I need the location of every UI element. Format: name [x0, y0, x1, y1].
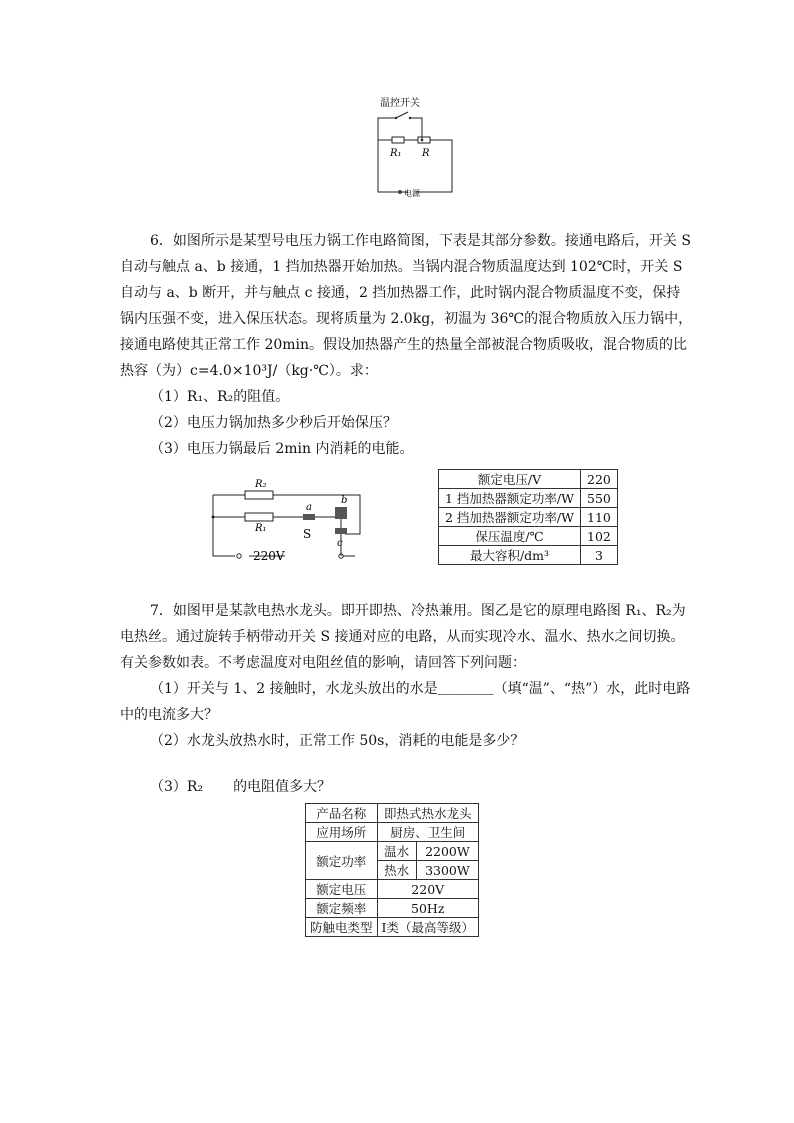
- table-row: [439, 470, 618, 489]
- r1-label: R₁: [255, 523, 267, 534]
- table-row: [306, 842, 479, 861]
- q6-line: 接通电路使其正常工作 20min。假设加热器产生的热量全部被混合物质吸收，混合物质的比: [120, 337, 688, 353]
- table-cell: 额定电压: [306, 880, 378, 899]
- q7-subquestion-1: （1）开关与 1、2 接触时，水龙头放出的水是＿＿＿＿（填“温”、“热”）水，此时电路: [150, 681, 691, 697]
- table-cell: 额定频率: [306, 899, 378, 918]
- q6-line: 热容（为）c=4.0×10³J/（kg·℃）。求：: [120, 363, 378, 379]
- q7-subquestion-3: [120, 774, 680, 800]
- table-cell: 防触电类型: [306, 918, 378, 937]
- q7-line: 电热丝。通过旋转手柄带动开关 S 接通对应的电路，从而实现冷水、温水、热水之间切换。: [120, 629, 685, 645]
- top-circuit-diagram: [370, 92, 460, 202]
- table-cell: 550: [581, 489, 618, 508]
- table-row: [439, 527, 618, 546]
- table-cell: 保压温度/℃: [439, 527, 581, 546]
- table-cell: 额定功率: [306, 842, 378, 880]
- q7-spec-table: [305, 803, 479, 937]
- r2-resistor: [245, 491, 273, 499]
- table-cell: 应用场所: [306, 823, 378, 842]
- q7-sub3-prefix: （3）R₂: [150, 779, 204, 795]
- table-row: [306, 823, 479, 842]
- table-cell: Ⅰ类（最高等级）: [377, 918, 478, 937]
- table-cell: 50Hz: [377, 899, 478, 918]
- table-row: [306, 804, 479, 823]
- table-cell: 产品名称: [306, 804, 378, 823]
- source-label: 电源: [404, 189, 420, 198]
- table-cell: 温水: [377, 842, 416, 861]
- q6-subquestion: （2）电压力锅加热多少秒后开始保压？: [150, 415, 397, 431]
- table-cell: 102: [581, 527, 618, 546]
- q7-line: 7．如图甲是某款电热水龙头。即开即热、冷热兼用。图乙是它的原理电路图 R₁、R₂为: [150, 603, 686, 619]
- table-row: [306, 899, 479, 918]
- question-7: [120, 598, 691, 754]
- table-cell: 220V: [377, 880, 478, 899]
- top-circuit-figure: [370, 92, 460, 202]
- table-cell: 热水: [377, 861, 416, 880]
- contact-c: [335, 528, 347, 534]
- contact-b: [335, 507, 347, 519]
- a-label: a: [306, 502, 312, 513]
- r-resistor: [418, 137, 430, 143]
- switch-label: 温控开关: [380, 98, 420, 109]
- switch-s-label: S: [303, 527, 312, 541]
- q6-parameter-table: [438, 469, 618, 565]
- contact-a: [303, 514, 315, 520]
- q6-line: 6．如图所示是某型号电压力锅工作电路简图，下表是其部分参数。接通电路后，开关 S: [150, 233, 691, 249]
- table-cell: 220: [581, 470, 618, 489]
- pressure-cooker-circuit: [205, 474, 375, 568]
- table-cell: 2200W: [416, 842, 478, 861]
- r-label: R: [422, 148, 430, 159]
- q7-subquestion-2: （2）水龙头放热水时，正常工作 50s，消耗的电能是多少？: [150, 733, 525, 749]
- voltage-label: 220V: [253, 549, 285, 563]
- c-label: c: [337, 538, 343, 549]
- r1-label: R₁: [390, 148, 402, 159]
- b-label: b: [341, 495, 348, 506]
- table-row: [439, 546, 618, 565]
- r2-label: R₂: [255, 479, 267, 490]
- r1-resistor: [392, 137, 404, 143]
- table-cell: 即热式热水龙头: [377, 804, 478, 823]
- table-cell: 1 挡加热器额定功率/W: [439, 489, 581, 508]
- q6-line: 锅内压强不变，进入保压状态。现将质量为 2.0kg，初温为 36℃的混合物质放入压力锅中，: [120, 311, 693, 327]
- table-cell: 3: [581, 546, 618, 565]
- table-row: [439, 508, 618, 527]
- table-cell: 2 挡加热器额定功率/W: [439, 508, 581, 527]
- q6-subquestion: （1）R₁、R₂的阻值。: [150, 389, 290, 405]
- table-row: [306, 880, 479, 899]
- table-cell: 厨房、卫生间: [377, 823, 478, 842]
- q7-subquestion-1-cont: 中的电流多大？: [120, 707, 218, 723]
- table-cell: 110: [581, 508, 618, 527]
- q6-subquestion: （3）电压力锅最后 2min 内消耗的电能。: [150, 441, 414, 457]
- q6-circuit-figure: [205, 474, 375, 568]
- table-row: [306, 918, 479, 937]
- q7-line: 有关参数如表。不考虑温度对电阻丝值的影响，请回答下列问题：: [120, 655, 526, 671]
- table-cell: 3300W: [416, 861, 478, 880]
- q7-sub3-suffix: 的电阻值多大？: [233, 779, 332, 795]
- table-cell: 最大容积/dm³: [439, 546, 581, 565]
- question-6: [120, 228, 693, 462]
- table-cell: 额定电压/V: [439, 470, 581, 489]
- table-row: [439, 489, 618, 508]
- q6-line: 自动与 a、b 断开，并与触点 c 接通，2 挡加热器工作，此时锅内混合物质温度不变，保持: [120, 285, 681, 301]
- q6-line: 自动与触点 a、b 接通，1 挡加热器开始加热。当锅内混合物质温度达到 102℃时，开关 S: [120, 259, 683, 275]
- r1-resistor: [245, 513, 273, 521]
